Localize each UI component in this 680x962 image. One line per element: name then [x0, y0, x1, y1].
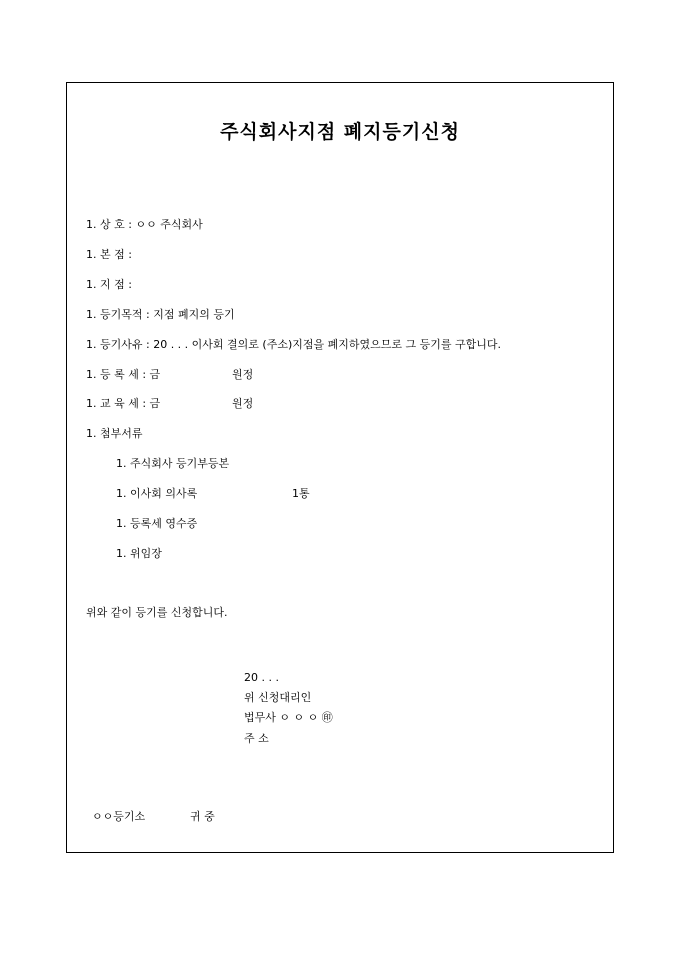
attachment-count: 1통: [292, 487, 310, 500]
attachment-item: 1. 이사회 의사록: [116, 487, 198, 500]
agent-label: 위 신청대리인: [244, 691, 312, 704]
purpose-line: 1. 등기목적 : 지점 폐지의 등기: [86, 308, 235, 321]
registry-office: ㅇㅇ등기소: [92, 810, 146, 823]
branch-line: 1. 지 점 :: [86, 278, 132, 291]
attachment-item: 1. 등록세 영수증: [116, 517, 198, 530]
education-tax-label: 1. 교 육 세 : 금: [86, 397, 161, 410]
signature-date: 20 . . .: [244, 671, 279, 684]
registration-tax-label: 1. 등 록 세 : 금: [86, 368, 161, 381]
attachments-label: 1. 첨부서류: [86, 427, 143, 440]
registration-tax-unit: 원정: [232, 368, 254, 381]
document-title: 주식회사지점 폐지등기신청: [220, 121, 460, 143]
address-line: 주 소: [244, 732, 269, 745]
recipient-honorific: 귀 중: [190, 810, 215, 823]
attachment-item: 1. 주식회사 등기부등본: [116, 457, 230, 470]
request-sentence: 위와 같이 등기를 신청합니다.: [86, 606, 228, 619]
education-tax-unit: 원정: [232, 397, 254, 410]
trade-name-line: 1. 상 호 : ㅇㅇ 주식회사: [86, 218, 203, 231]
lawyer-line: 법무사 ㅇ ㅇ ㅇ ㊞: [244, 711, 333, 724]
reason-line: 1. 등기사유 : 20 . . . 이사회 결의로 (주소)지점을 폐지하였으므로 그 등기를 구합니다.: [86, 338, 502, 351]
head-office-line: 1. 본 점 :: [86, 248, 132, 261]
attachment-item: 1. 위임장: [116, 547, 162, 560]
